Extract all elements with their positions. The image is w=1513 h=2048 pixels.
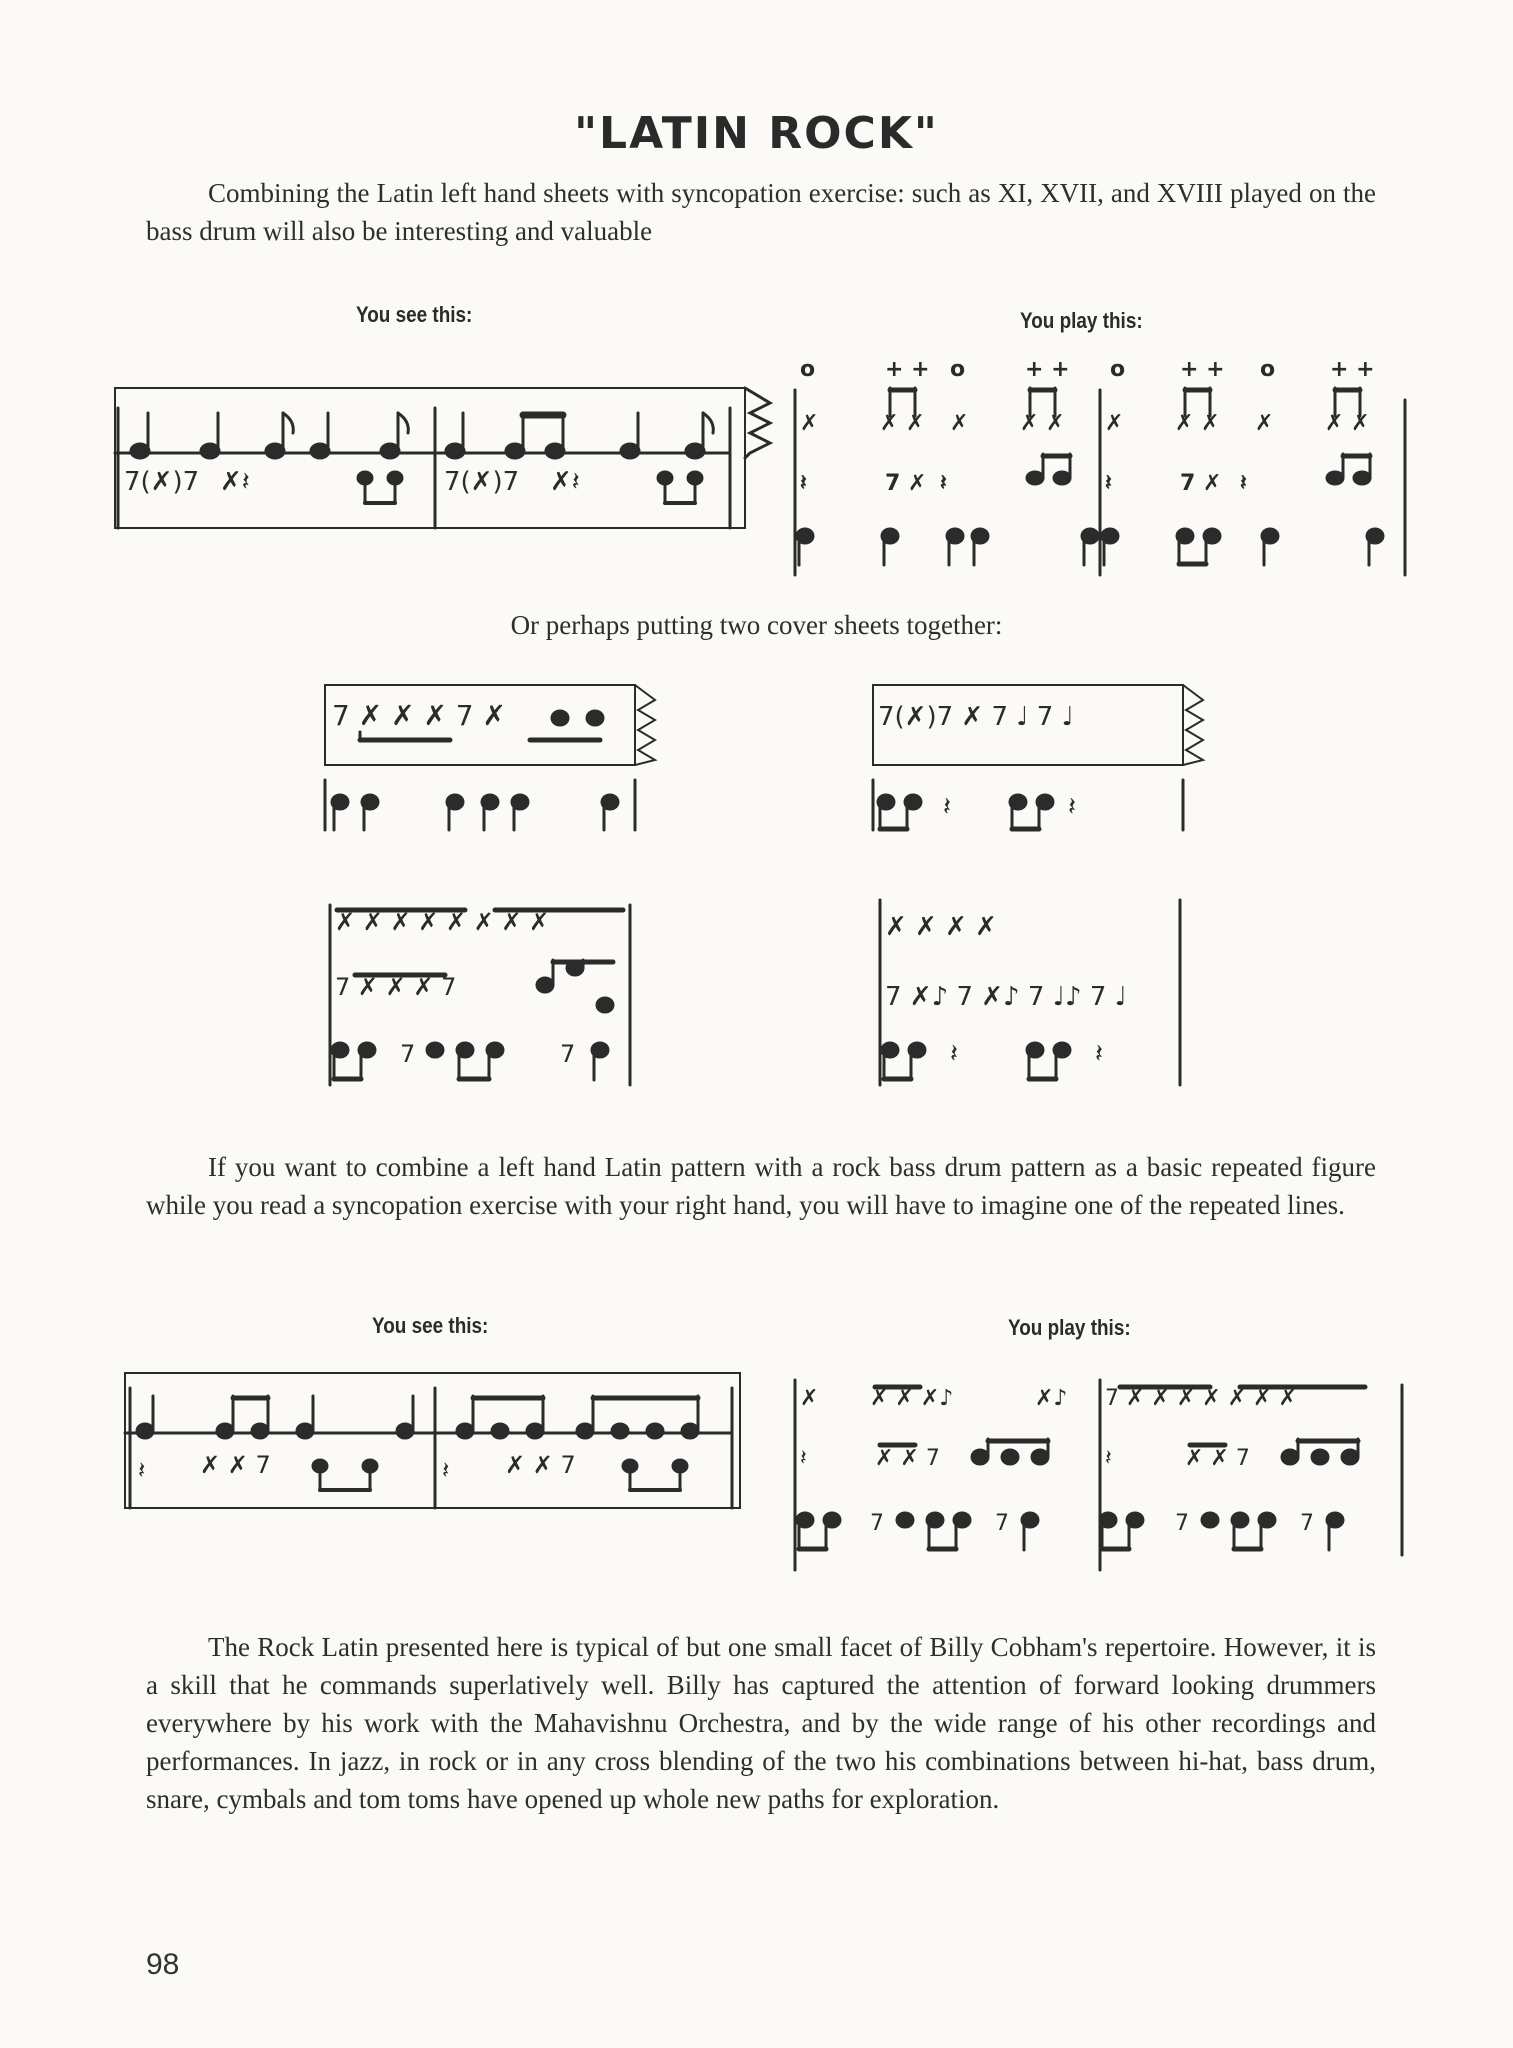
svg-text:o: o — [950, 360, 966, 382]
svg-text:o: o — [1110, 360, 1126, 382]
svg-text:7: 7 — [870, 1511, 884, 1536]
svg-text:𝄽: 𝄽 — [800, 1446, 807, 1471]
svg-text:7 ✗ ✗ ✗ 7 ✗: 7 ✗ ✗ ✗ 7 ✗ — [332, 699, 506, 732]
svg-text:𝄽: 𝄽 — [950, 1039, 958, 1069]
svg-text:7 ✗♪ 7 ✗♪ 7 ♩♪ 7 ♩: 7 ✗♪ 7 ✗♪ 7 ♩♪ 7 ♩ — [885, 982, 1127, 1012]
svg-text:✗𝄽: ✗𝄽 — [220, 467, 250, 497]
example2-play-notation — [790, 1365, 1410, 1575]
svg-text:𝄽: 𝄽 — [1105, 471, 1112, 496]
cover-sheets-caption: Or perhaps putting two cover sheets together: — [510, 610, 1003, 640]
svg-text:✗ ✗ ✗♪: ✗ ✗ ✗♪ — [870, 1386, 954, 1411]
svg-text:𝄽: 𝄽 — [1068, 792, 1076, 822]
svg-text:𝄽: 𝄽 — [1240, 471, 1247, 496]
svg-text:+ +: + + — [885, 360, 930, 382]
svg-text:✗ ✗ 7: ✗ ✗ 7 — [1185, 1446, 1250, 1471]
svg-text:𝄽: 𝄽 — [1105, 1446, 1112, 1471]
svg-text:7 ✗ ✗ ✗ ✗ ✗ ✗ ✗: 7 ✗ ✗ ✗ ✗ ✗ ✗ ✗ — [1105, 1386, 1297, 1411]
example1-play-notation — [790, 360, 1410, 580]
svg-text:+ +: + + — [1180, 360, 1225, 382]
svg-text:✗ ✗ ✗ ✗: ✗ ✗ ✗ ✗ — [885, 912, 997, 942]
svg-text:𝄽: 𝄽 — [442, 1456, 450, 1484]
svg-text:7(✗)7: 7(✗)7 — [444, 467, 520, 497]
svg-text:𝄽: 𝄽 — [943, 792, 951, 822]
cover-sheet-right — [868, 680, 1208, 840]
svg-text:7 ✗ ✗ ✗ 7: 7 ✗ ✗ ✗ 7 — [335, 973, 457, 1001]
example2-see-notation — [120, 1368, 750, 1518]
svg-text:o: o — [800, 360, 816, 382]
page-title: "LATIN ROCK" — [574, 108, 939, 159]
svg-text:✗ ✗ 7: ✗ ✗ 7 — [875, 1446, 940, 1471]
svg-text:✗ ✗: ✗ ✗ — [1325, 411, 1370, 436]
svg-text:7: 7 — [1300, 1511, 1314, 1536]
svg-text:✗ ✗ 7: ✗ ✗ 7 — [200, 1451, 271, 1479]
svg-text:✗ ✗: ✗ ✗ — [1175, 411, 1220, 436]
svg-text:✗: ✗ — [800, 411, 819, 436]
svg-text:7 ✗: 7 ✗ — [885, 471, 927, 496]
svg-text:✗: ✗ — [800, 1386, 819, 1411]
middle-paragraph: If you want to combine a left hand Latin pattern with a rock bass drum pattern as a basic repeated figure while you read a syncopation exercise with your right hand, you will have to imagine one of the repeated lines. — [146, 1152, 1376, 1220]
svg-text:✗ ✗: ✗ ✗ — [1020, 411, 1065, 436]
svg-text:7: 7 — [1175, 1511, 1189, 1536]
svg-text:✗: ✗ — [950, 411, 969, 436]
svg-text:✗♪: ✗♪ — [1035, 1386, 1068, 1411]
example1-play-label: You play this: — [1020, 308, 1143, 333]
svg-text:o: o — [1260, 360, 1276, 382]
intro-paragraph: Combining the Latin left hand sheets with syncopation exercise: such as XI, XVII, and XVIII played on the bass drum will also be interesting and valuable — [146, 178, 1376, 246]
svg-text:✗: ✗ — [1105, 411, 1124, 436]
example1-see-notation — [110, 378, 790, 538]
svg-text:𝄽: 𝄽 — [800, 471, 807, 496]
example2-play-label: You play this: — [1008, 1315, 1131, 1340]
svg-text:7: 7 — [400, 1040, 416, 1068]
closing-paragraph: The Rock Latin presented here is typical of but one small facet of Billy Cobham's repertoire. However, it is a skill that he commands superlatively well. Billy has captured the attention of forward looking drummers everywhere by his work with the Mahavishnu Orchestra, and by the wide range of his other recordings and performances. In jazz, in rock or in any cross blending of the two his combinations between hi-hat, bass drum, snare, cymbals and tom toms have opened up whole new paths for exploration. — [146, 1632, 1376, 1814]
svg-text:✗ ✗ ✗ ✗ ✗ ✗ ✗ ✗: ✗ ✗ ✗ ✗ ✗ ✗ ✗ ✗ — [335, 908, 550, 936]
svg-text:7(✗)7 ✗ 7 ♩ 7 ♩: 7(✗)7 ✗ 7 ♩ 7 ♩ — [878, 702, 1074, 732]
svg-text:✗ ✗: ✗ ✗ — [880, 411, 925, 436]
svg-text:𝄽: 𝄽 — [138, 1456, 146, 1484]
combined-sheet-right — [875, 890, 1195, 1090]
svg-text:7 ✗: 7 ✗ — [1180, 471, 1222, 496]
svg-text:+ +: + + — [1025, 360, 1070, 382]
svg-text:7: 7 — [560, 1040, 576, 1068]
cover-sheet-left — [320, 680, 660, 840]
svg-text:7(✗)7: 7(✗)7 — [124, 467, 200, 497]
page-number: 98 — [146, 1948, 180, 1981]
svg-text:✗: ✗ — [1255, 411, 1274, 436]
example2-see-label: You see this: — [372, 1313, 489, 1338]
svg-text:𝄽: 𝄽 — [940, 471, 947, 496]
svg-text:✗𝄽: ✗𝄽 — [550, 467, 580, 497]
combined-sheet-left — [325, 890, 645, 1090]
svg-text:𝄽: 𝄽 — [1095, 1039, 1103, 1069]
example1-see-label: You see this: — [356, 302, 473, 327]
svg-text:7: 7 — [995, 1511, 1009, 1536]
svg-text:+ +: + + — [1330, 360, 1375, 382]
svg-text:✗ ✗ 7: ✗ ✗ 7 — [505, 1451, 576, 1479]
